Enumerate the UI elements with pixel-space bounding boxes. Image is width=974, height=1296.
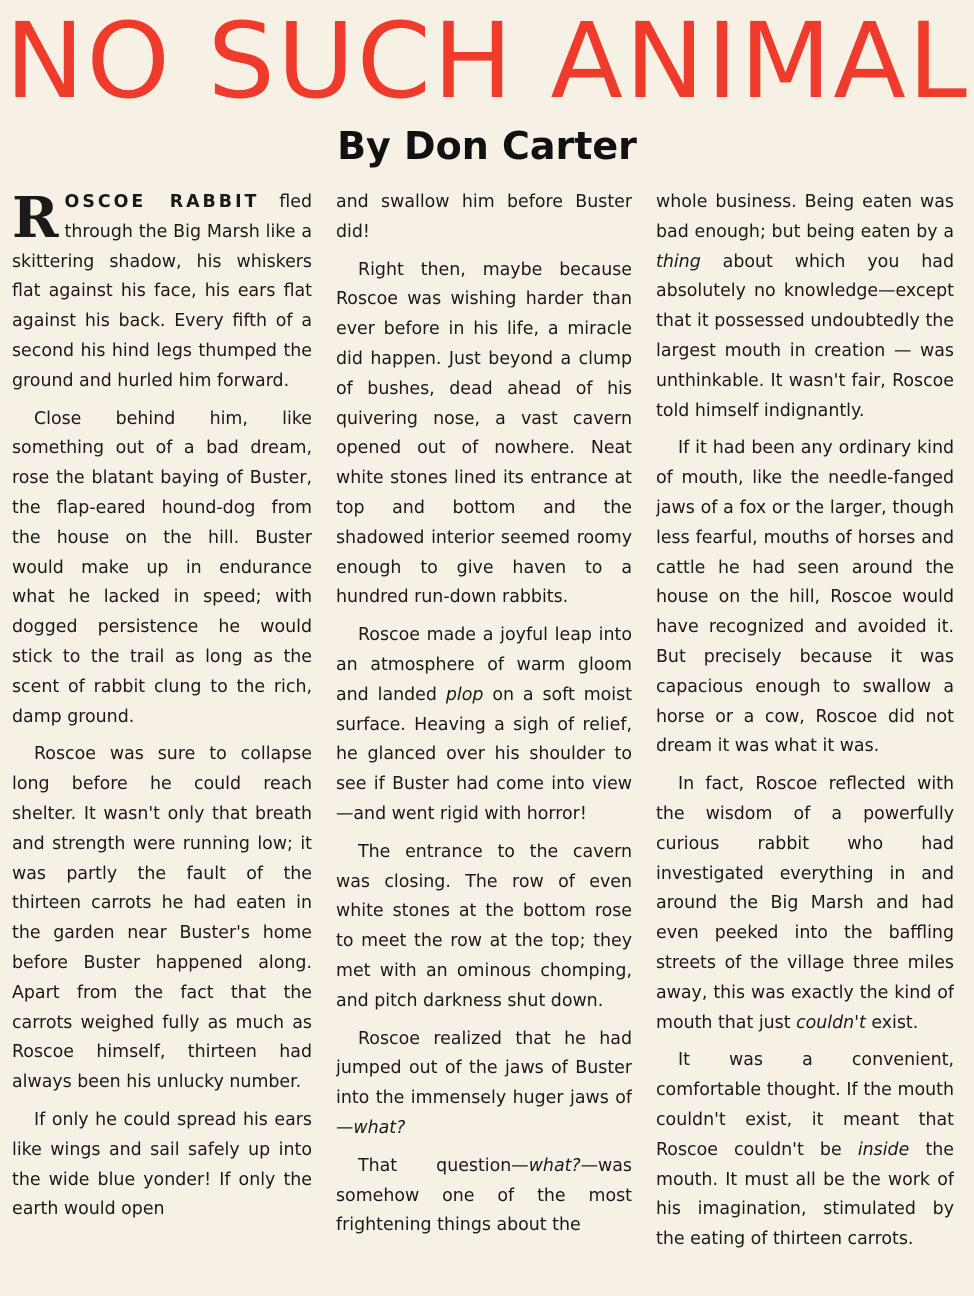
paragraph-text: Roscoe realized that he had jumped out of the jaws of Buster into the immensely huger jaws of— [336,1028,632,1138]
paragraph-text: In fact, Roscoe reflected with the wisdom of a powerfully curious rabbit who had investigated everything in and around the Big Marsh and had even peeked into the baffling streets of the village three miles away, this was exactly the kind of mouth that just [656,774,954,1033]
text-column-2 [336,188,632,1296]
paragraph: Close behind him, like something out of a bad dream, rose the blatant baying of Buster, the flap-eared hound-dog from the house on the hill. Buster would make up in endurance what he lacked in speed; with dogged persistence he would stick to the trail as long as the scent of rabbit clung to the rich, damp ground. [12,408,312,727]
paragraph [12,188,312,397]
emphasis: inside [857,1139,910,1160]
paragraph [656,188,954,426]
emphasis: what? [353,1117,406,1138]
paragraph-text: —was somehow one of the most frightening things about the [336,1155,632,1236]
byline: By Don Carter [337,124,637,168]
paragraph [336,1152,632,1241]
text-column-1 [12,188,312,1296]
paragraph-text: It was a convenient, comfortable thought. If the mouth couldn't exist, it meant that Roscoe couldn't be [656,1050,954,1160]
paragraph [656,770,954,1038]
drop-cap: R [12,188,59,251]
paragraph: and swallow him before Buster did! [336,192,632,242]
paragraph-text: fled through the Big Marsh like a skittering shadow, his whiskers flat against his face, his ears flat against his back. Every fifth of a second his hind legs thumped the ground and hurled him forward. [12,192,312,391]
paragraph-text: whole business. Being eaten was bad enough; but being eaten by a [656,192,954,242]
paragraph-text: exist. [865,1012,919,1033]
emphasis: what? [528,1155,581,1176]
story-title: NO SUCH ANIMAL [4,0,970,122]
paragraph: Right then, maybe because Roscoe was wishing harder than ever before in his life, a miracle did happen. Just beyond a clump of bushes, dead ahead of his quivering nose, a vast cavern opened out of nowhere. Neat white stones lined its entrance at top and bottom and the shadowed interior seemed roomy enough to give haven to a hundred run-down rabbits. [336,259,632,608]
text-column-3 [656,188,954,1296]
paragraph: If only he could spread his ears like wings and sail safely up into the wide blue yonder! If only the earth would open [12,1109,312,1220]
paragraph-text: the mouth. It must all be the work of his imagination, stimulated by the eating of thirteen carrots. [656,1139,954,1250]
emphasis: couldn't [796,1012,866,1033]
paragraph-text: on a soft moist surface. Heaving a sigh of relief, he glanced over his shoulder to see if Buster had come into view—and went rigid with horror! [336,684,632,824]
paragraph: The entrance to the cavern was closing. The row of even white stones at the bottom rose to meet the row at the top; they met with an ominous chomping, and pitch darkness shut down. [336,841,632,1011]
paragraph: If it had been any ordinary kind of mouth, like the needle-fanged jaws of a fox or the larger, though less fearful, mouths of horses and cattle he had seen around the house on the hill, Roscoe would have recognized and avoided it. But precisely because it was capacious enough to swallow a horse or a cow, Roscoe did not dream it was what it was. [656,438,954,757]
paragraph [336,1025,632,1144]
lead-in-caps: OSCOE RABBIT [64,192,260,212]
emphasis: plop [445,684,484,705]
paragraph: Roscoe was sure to collapse long before he could reach shelter. It wasn't only that breath and strength were running low; it was partly the fault of the thirteen carrots he had eaten in the garden near Buster's home before Buster happened along. Apart from the fact that the carrots weighed fully as much as Roscoe himself, thirteen had always been his unlucky number. [12,744,312,1093]
paragraph [336,621,632,830]
paragraph-text: about which you had absolutely no knowledge—except that it possessed undoubtedly the largest mouth in creation — was unthinkable. It wasn't fair, Roscoe told himself indignantly. [656,251,954,421]
paragraph-text: Roscoe made a joyful leap into an atmosphere of warm gloom and landed [336,625,632,705]
paragraph-text: That question— [358,1155,529,1176]
paragraph [656,1046,954,1255]
emphasis: thing [656,251,701,272]
